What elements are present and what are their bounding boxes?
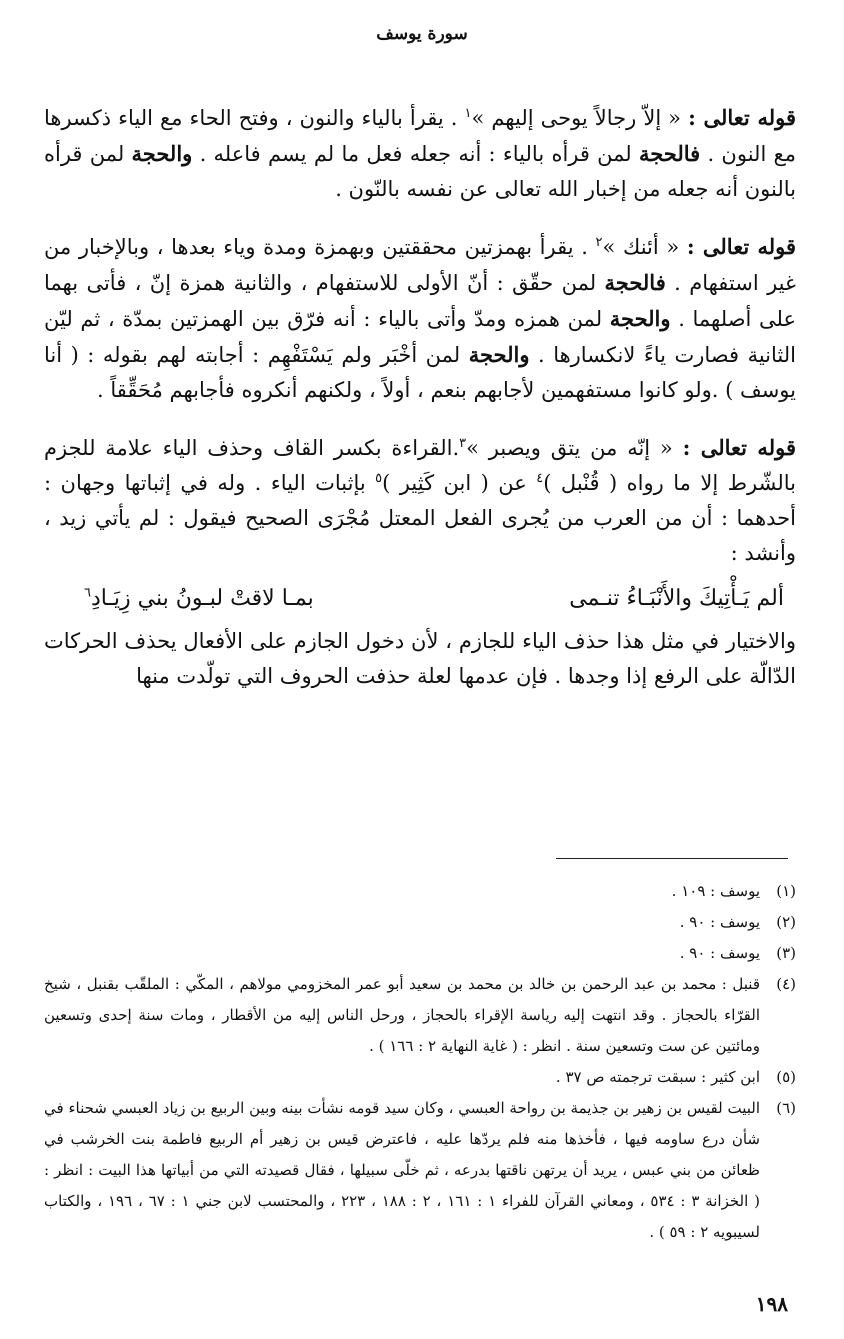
text-run: بإثبات الياء . وله في إثباتها وجهان : أحدهما : أن من العرب من يُجرى الفعل المعتل مُجْرَى الصحيح فيقول : لم يأتي زيد ، وأنشد : xyxy=(44,471,796,565)
paragraph-1 xyxy=(44,100,796,207)
text-run: « أئنك » xyxy=(602,235,687,259)
paragraph-closing: والاختيار في مثل هذا حذف الياء للجازم ، لأن دخول الجازم على الأفعال يحذف الحركات الدّالّة على الرفع إذا وجدها . فإن عدمها لعلة حذفت الحروف التي تولّدت منها xyxy=(44,629,796,688)
paragraph-lead: قوله تعالى : xyxy=(682,435,796,460)
footnote-item xyxy=(44,876,796,907)
text-run: لمن قرأه بالنون أنه جعله من إخبار الله تعالى عن نفسه بالنّون . xyxy=(44,142,796,201)
footnote-text: يوسف : ١٠٩ . xyxy=(671,882,760,900)
footnote-divider xyxy=(556,858,788,859)
footnote-ref: ١ xyxy=(464,106,472,121)
footnote-number: (٣) xyxy=(776,944,796,962)
footnote-item xyxy=(44,969,796,1062)
keyword: فالحجة xyxy=(638,141,701,166)
footnote-ref: ٥ xyxy=(375,471,383,486)
keyword: والحجة xyxy=(131,141,193,166)
text-run: لمن قرأه بالياء : أنه جعله فعل ما لم يسم فاعله . xyxy=(199,142,639,166)
paragraph-3 xyxy=(44,430,796,571)
footnote-number: (٤) xyxy=(776,975,796,993)
footnote-number: (٢) xyxy=(776,913,796,931)
keyword: والحجة xyxy=(609,306,671,331)
running-header: سورة يوسف xyxy=(376,24,468,44)
footnote-item xyxy=(44,907,796,938)
verse-second-hemistich xyxy=(84,581,314,616)
verse-first-hemistich: ألم يَـأْتِيكَ والأَنْبَـاءُ تنـمى xyxy=(569,586,784,611)
footnote-item xyxy=(44,1062,796,1093)
keyword: والحجة xyxy=(468,342,530,367)
footnote-ref: ٢ xyxy=(595,235,603,250)
text-run: . يقرأ بهمزتين محققتين وبهمزة ومدة وياء بعدها ، وبالإخبار من غير استفهام . xyxy=(44,235,796,295)
text-run: « إنّه من يتق ويصبر » xyxy=(466,436,683,460)
text-run: لمن أخْبَر ولم يَسْتَفْهِم : أجابته لهم بقوله : ( أنا يوسف ) .ولو كانوا مستفهمين لأجابهم بنعم ، أولاً ، ولكنهم أنكروه فأجابهم مُحَقِّقاً . xyxy=(44,343,796,402)
footnote-text: يوسف : ٩٠ . xyxy=(679,944,760,962)
text-run: لمن حقّق : أنّ الأولى للاستفهام ، والثانية همزة إنّ ، فأتى بهما على أصلهما . xyxy=(44,271,796,331)
footnote-text: يوسف : ٩٠ . xyxy=(679,913,760,931)
poetry-verse xyxy=(44,581,796,616)
paragraph-lead: قوله تعالى : xyxy=(688,105,796,130)
main-text xyxy=(44,100,796,716)
footnote-ref: ٤ xyxy=(536,471,544,486)
footnote-text: البيت لقيس بن زهير بن جذيمة بن رواحة العبسي ، وكان سيد قومه نشأت بينه وبين الربيع بن زياد العبسي شحناء في شأن درع ساومه فيها ، فأخذها منه فلم يردّها عليه ، فاعترض قيس بن زهير أم الربيع فاطمة بنت الخرشب في ظعائن من بني عبس ، يريد أن يرتهن ناقتها بدرعه ، ثم خلّى سبيلها ، فقال قصيدته التي من أبياتها هذا البيت : انظر : ( الخزانة ٣ : ٥٣٤ ، ومعاني القرآن للفراء ١ : ١٦١ ، ٢ : ١٨٨ ، ٢٢٣ ، والمحتسب لابن جني ١ : ٦٧ ، ١٩٦ ، والكتاب لسيبويه ٢ : ٥٩ ) . xyxy=(44,1099,760,1241)
footnote-number: (٦) xyxy=(776,1099,796,1117)
footnote-ref: ٣ xyxy=(459,436,467,451)
text-run: لمن همزه ومدّ وأتى بالياء : أنه فرّق بين الهمزتين بمدّة ، ثم ليّن الثانية فصارت ياءً لانكسارها . xyxy=(44,307,796,367)
text-run: .القراءة بكسر القاف وحذف الياء علامة للجزم بالشّرط إلا ما رواه ( قُنْبل ) xyxy=(44,436,797,495)
footnote-ref: ٦ xyxy=(84,585,91,601)
verse-second-text: بمـا لاقتْ لبـونُ بني زِيَـادِ xyxy=(90,586,314,611)
text-run: . يقرأ بالياء والنون ، وفتح الحاء مع الياء ذكسرها مع النون . xyxy=(44,106,796,166)
footnote-item xyxy=(44,938,796,969)
footnote-item xyxy=(44,1093,796,1248)
text-run: عن ( ابن كَثِير ) xyxy=(382,471,537,495)
text-run: « إلاّ رجالاً يوحى إليهم » xyxy=(471,106,689,130)
page-number: ١٩٨ xyxy=(755,1292,788,1316)
footnote-text: ابن كثير : سبقت ترجمته ص ٣٧ . xyxy=(555,1068,760,1086)
keyword: فالحجة xyxy=(604,270,666,295)
footnotes xyxy=(44,876,796,1248)
paragraph-lead: قوله تعالى : xyxy=(686,234,796,259)
footnote-text: قنبل : محمد بن عبد الرحمن بن خالد بن محمد بن سعيد أبو عمر المخزومي مولاهم ، المكّي : الملقّب بقنبل ، شيخ القرّاء بالحجاز . وقد انتهت إليه رياسة الإقراء بالحجاز ، ورحل الناس إليه من الأقطار ، ومات سنة إحدى وتسعين ومائتين عن ست وتسعين سنة . انظر : ( غاية النهاية ٢ : ١٦٦ ) . xyxy=(44,975,760,1055)
paragraph-2 xyxy=(44,229,796,408)
footnote-number: (١) xyxy=(776,882,796,900)
footnote-number: (٥) xyxy=(776,1068,796,1086)
